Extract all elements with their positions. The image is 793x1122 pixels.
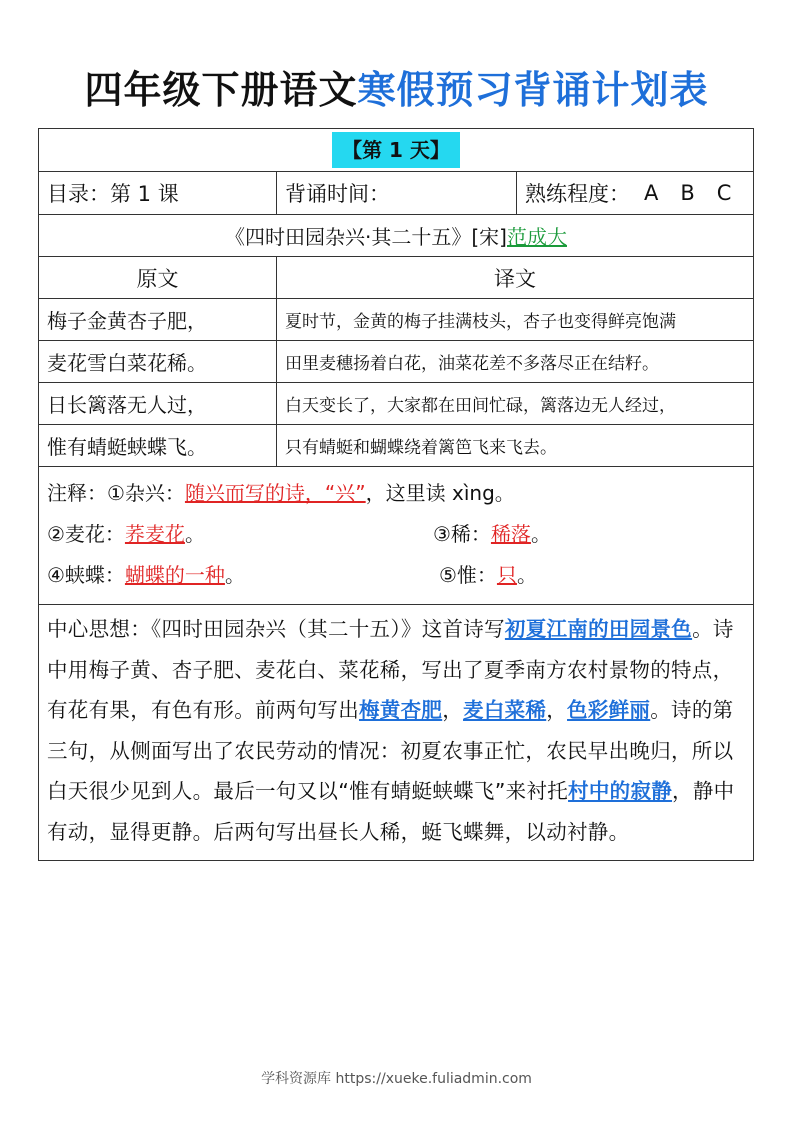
note-2-text: 荞麦花 [124,522,185,546]
poem-line-row [39,299,753,341]
note-5-label: ⑤惟： [439,563,497,587]
day-badge: 【第 1 天】 [332,132,460,168]
summary-text: ，静中有动，显得更静。后两句写出昼长人稀，蜓飞蝶舞，以动衬静。 [47,779,735,844]
note-1-label: 注释：①杂兴： [47,481,185,505]
original-header: 原文 [39,257,277,298]
note-3-period: 。 [530,522,551,546]
summary-text: ， [442,698,464,722]
note-line [47,514,745,555]
translation-line: 白天变长了，大家都在田间忙碌，篱落边无人经过， [285,396,676,416]
keyword: 村中的寂静 [568,779,673,803]
translation-line: 只有蜻蜓和蝴蝶绕着篱笆飞来飞去。 [285,438,557,458]
keyword: 初夏江南的田园景色 [504,617,693,641]
column-header-row [39,257,753,299]
note-2-period: 。 [184,522,205,546]
poem-author: 范成大 [506,225,567,249]
keyword: 色彩鲜丽 [567,698,651,722]
grade-a: A [644,181,659,205]
note-1-text: 随兴而写的诗，“兴” [184,481,366,505]
translation-line: 夏时节，金黄的梅子挂满枝头，杏子也变得鲜亮饱满 [285,312,676,332]
note-5-text: 只 [496,563,517,587]
proficiency-cell [517,172,753,214]
summary-text: 中心思想：《四时田园杂兴（其二十五）》这首诗写 [47,617,505,641]
poem-title-row [39,215,753,257]
notes-section [39,467,753,605]
plan-table [38,128,754,861]
poem-line-row [39,383,753,425]
note-3-text: 稀落 [490,522,531,546]
note-line [47,473,745,514]
note-4-label: ④蛱蝶： [47,563,125,587]
summary-text: 。诗中用梅子黄、杏子肥、麦花白、菜花稀，写出了夏季南方农村景物的特点，有花有果，有色有形。前两句写出 [47,617,734,722]
translation-header: 译文 [494,266,536,291]
title-part1: 四年级下册语文 [84,68,358,112]
original-line: 惟有蜻蜓蛱蝶飞。 [39,425,277,466]
note-line [47,555,745,596]
note-4-text: 蝴蝶的一种 [124,563,225,587]
grade-c: C [716,181,732,205]
info-row [39,172,753,215]
original-line: 梅子金黄杏子肥， [39,299,277,340]
title-part2: 寒假预习背诵计划表 [357,68,709,112]
note-5-period: 。 [516,563,537,587]
proficiency-label: 熟练程度： [525,182,630,206]
day-row [39,129,753,172]
translation-line: 田里麦穗扬着白花，油菜花差不多落尽正在结籽。 [285,354,659,374]
poem-line-row [39,341,753,383]
poem-title: 《四时田园杂兴·其二十五》[宋] [225,225,507,249]
central-idea-section [39,605,753,860]
grade-b: B [680,181,695,205]
keyword: 麦白菜稀 [463,698,547,722]
summary-text: 。诗的第三句，从侧面写出了农民劳动的情况：初夏农事正忙，农民早出晚归，所以白天很少见到人。最后一句又以“惟有蜻蜓蛱蝶飞”来衬托 [47,698,734,803]
original-line: 麦花雪白菜花稀。 [39,341,277,382]
grade-options [630,181,731,205]
footer-watermark: 学科资源库 https://xueke.fuliadmin.com [261,1071,532,1087]
recite-time-cell: 背诵时间： [277,172,517,214]
keyword: 梅黄杏肥 [359,698,443,722]
page-title [0,62,793,118]
note-3-label: ③稀： [433,522,491,546]
catalog-cell: 目录：第 1 课 [39,172,277,214]
summary-text: ， [546,698,568,722]
note-1-tail: ，这里读 xìng。 [365,481,515,505]
poem-line-row [39,425,753,467]
note-4-period: 。 [224,563,245,587]
note-2-label: ②麦花： [47,522,125,546]
original-line: 日长篱落无人过， [39,383,277,424]
